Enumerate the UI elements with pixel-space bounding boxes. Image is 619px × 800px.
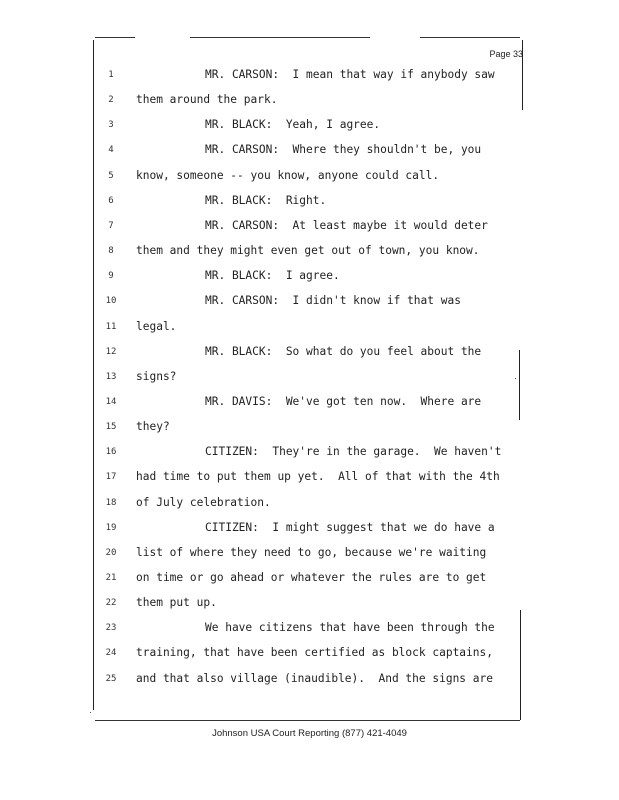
line-text: them put up.: [136, 596, 217, 610]
line-text: MR. BLACK: I agree.: [205, 269, 340, 283]
line-text: legal.: [136, 319, 177, 333]
line-number: 9: [108, 271, 114, 282]
transcript-line: [100, 669, 515, 689]
line-text: MR. BLACK: Right.: [205, 193, 327, 207]
line-number: 11: [105, 321, 117, 332]
transcript-line: [100, 90, 515, 110]
line-number: 2: [108, 95, 114, 106]
transcript-line: [100, 216, 515, 236]
line-text: them and they might even get out of town, you know.: [136, 244, 480, 258]
line-number: 5: [108, 170, 114, 181]
line-number: 20: [105, 547, 117, 558]
transcript-line: [100, 392, 515, 412]
line-number: 15: [105, 422, 117, 433]
top-rule-right: [420, 37, 520, 38]
top-rule-left: [95, 37, 135, 38]
line-text: MR. BLACK: So what do you feel about the: [205, 344, 482, 358]
transcript-line: [100, 115, 515, 135]
line-number: 22: [105, 598, 117, 609]
line-number: 23: [105, 623, 117, 634]
line-number: 18: [105, 497, 117, 508]
line-text: We have citizens that have been through the: [205, 621, 495, 635]
transcript-line: [100, 593, 515, 613]
transcript-line: [100, 568, 515, 588]
line-text: MR. CARSON: At least maybe it would deter: [205, 218, 488, 232]
line-number: 24: [105, 648, 117, 659]
line-text: MR. BLACK: Yeah, I agree.: [205, 118, 381, 132]
transcript-line: [100, 317, 515, 337]
line-number: 14: [105, 396, 117, 407]
scan-speck: [515, 378, 516, 379]
transcript-line: [100, 65, 515, 85]
line-number: 7: [108, 220, 114, 231]
transcript-line: [100, 140, 515, 160]
line-text: list of where they need to go, because we're waiting: [136, 545, 487, 559]
line-text: MR. CARSON: Where they shouldn't be, you: [205, 143, 482, 157]
line-text: them around the park.: [136, 93, 278, 107]
transcript-line: [100, 543, 515, 563]
line-text: had time to put them up yet. All of that with the 4th: [136, 470, 500, 484]
transcript-line: [100, 442, 515, 462]
transcript-line: [100, 191, 515, 211]
bottom-rule: [95, 720, 520, 721]
page-number: Page 33: [489, 49, 523, 59]
right-margin-line-bottom: [520, 610, 521, 720]
line-text: and that also village (inaudible). And the signs are: [136, 671, 493, 685]
line-number: 25: [105, 673, 117, 684]
line-number: 10: [105, 296, 117, 307]
transcript-line: [100, 643, 515, 663]
transcript-line: [100, 467, 515, 487]
left-margin-line: [93, 40, 94, 710]
transcript-line: [100, 618, 515, 638]
line-number: 1: [108, 70, 114, 80]
line-number: 21: [105, 573, 117, 583]
line-text: training, that have been certified as block captains,: [136, 646, 493, 660]
line-text: CITIZEN: They're in the garage. We haven't: [205, 445, 502, 459]
line-number: 13: [105, 371, 117, 382]
footer-text: Johnson USA Court Reporting (877) 421-4049: [212, 728, 407, 739]
right-margin-line-mid: [519, 350, 520, 420]
transcript-line: [100, 291, 515, 311]
transcript-line: [100, 266, 515, 286]
line-number: 16: [105, 447, 117, 458]
scan-speck: [90, 712, 91, 713]
line-text: on time or go ahead or whatever the rules are to get: [136, 571, 487, 584]
line-number: 3: [108, 120, 114, 131]
line-number: 4: [108, 145, 114, 156]
transcript-line: [100, 342, 515, 362]
transcript-line: [100, 417, 515, 437]
top-rule-mid: [190, 37, 370, 38]
line-number: 8: [108, 246, 114, 257]
line-text: MR. CARSON: I mean that way if anybody saw: [205, 68, 495, 81]
line-text: know, someone -- you know, anyone could call.: [136, 168, 440, 182]
line-text: of July celebration.: [136, 495, 271, 509]
line-number: 19: [105, 522, 117, 533]
transcript-line: [100, 367, 515, 387]
line-text: MR. CARSON: I didn't know if that was: [205, 294, 461, 308]
line-number: 12: [105, 346, 117, 357]
transcript-line: [100, 241, 515, 261]
line-text: CITIZEN: I might suggest that we do have a: [205, 520, 495, 534]
transcript-line: [100, 493, 515, 513]
transcript-line: [100, 518, 515, 538]
line-text: they?: [136, 420, 170, 434]
line-text: signs?: [136, 369, 177, 383]
line-number: 6: [108, 195, 114, 206]
transcript-line: [100, 166, 515, 186]
line-number: 17: [105, 472, 117, 483]
line-text: MR. DAVIS: We've got ten now. Where are: [205, 394, 482, 408]
